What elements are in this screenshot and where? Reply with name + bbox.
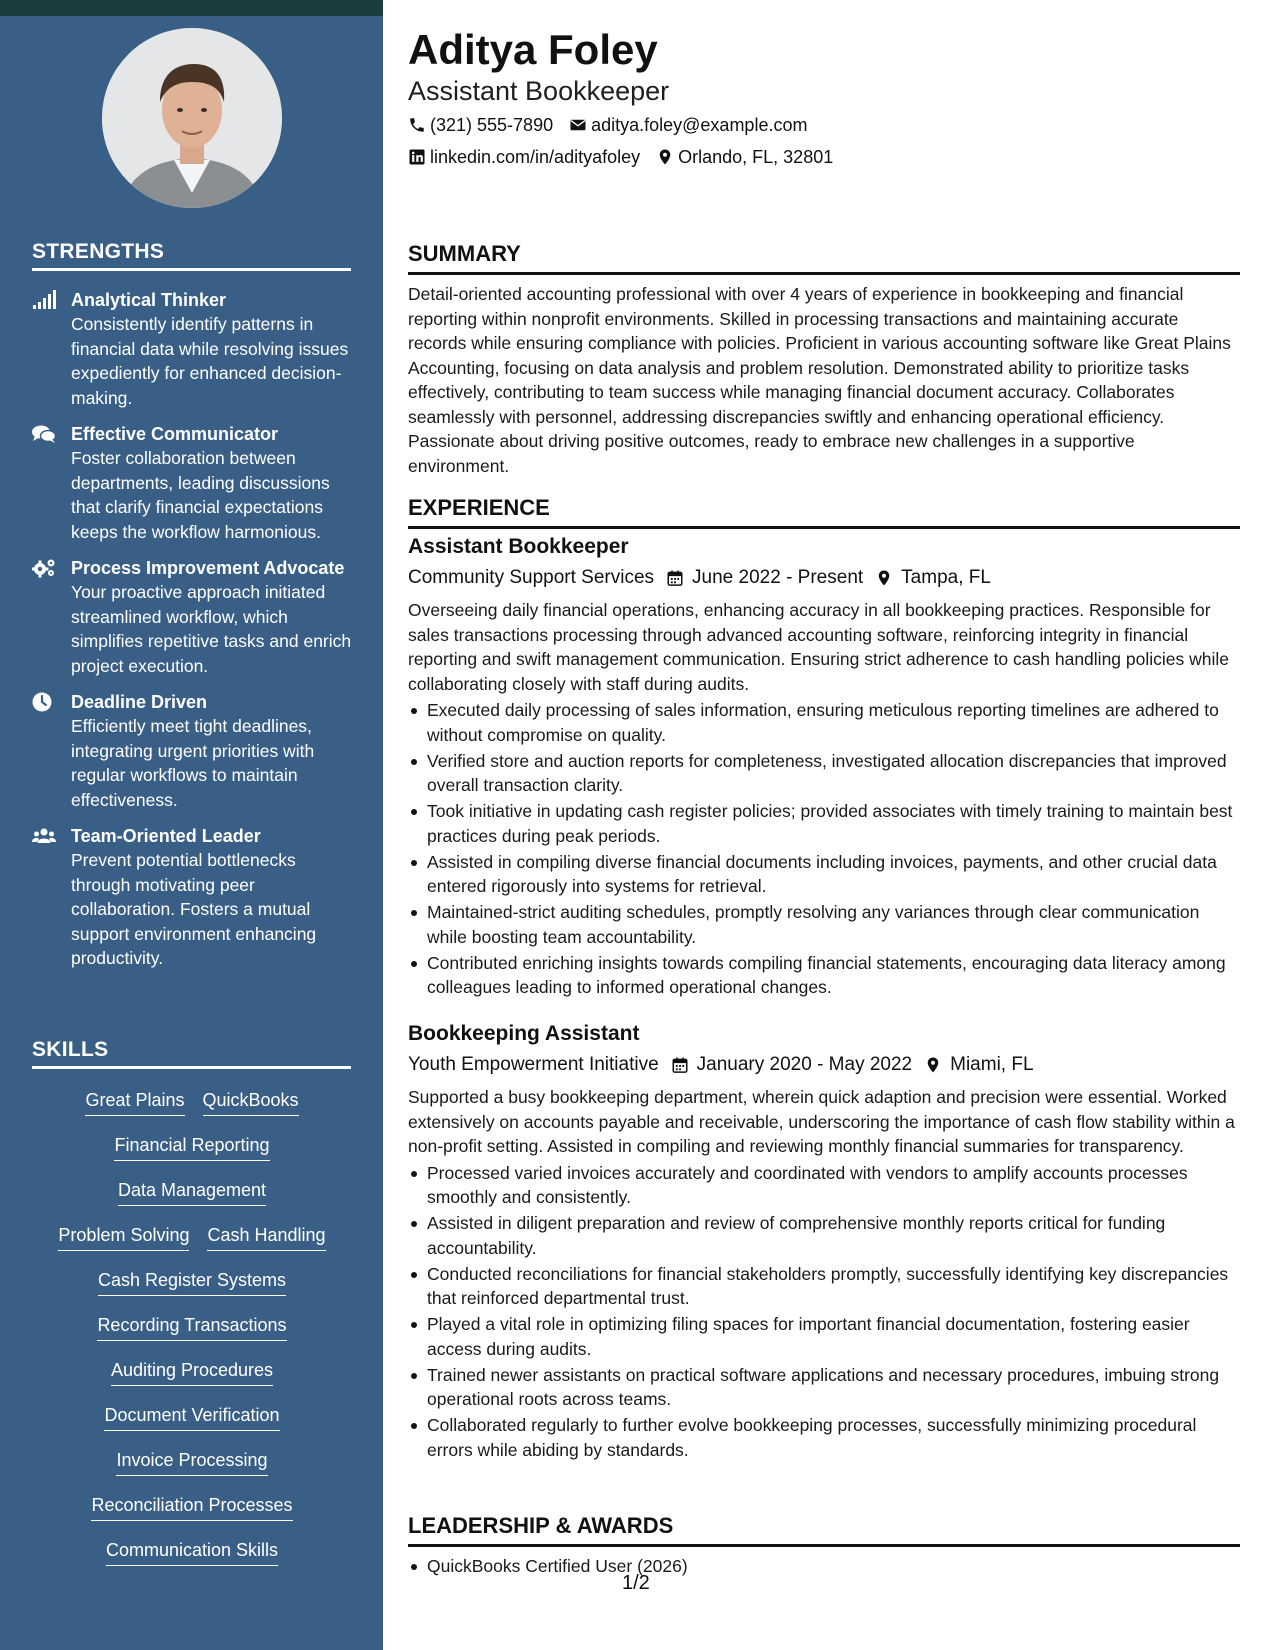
bullet-item: Maintained-strict auditing schedules, promptly resolving any variances through clear communication while boosting team accountability. [408,900,1240,949]
job-dates-text: June 2022 - Present [692,567,864,588]
skill-tag: Document Verification [104,1403,279,1431]
strength-description: Prevent potential bottlenecks through motivating peer collaboration. Fosters a mutual support environment enhancing productivity. [71,850,317,968]
skills-row [32,1493,352,1538]
page-number: 1/2 [622,1572,650,1594]
strength-title: Team-Oriented Leader [71,826,261,846]
team-icon [32,826,56,846]
skills-row [32,1178,352,1223]
envelope-icon [569,116,587,134]
bullet-item: Played a vital role in optimizing filing spaces for important financial documentation, fostering easier access during audits. [408,1312,1240,1361]
summary-heading: SUMMARY [408,240,1240,275]
location-text: Orlando, FL, 32801 [678,147,834,167]
candidate-role: Assistant Bookkeeper [408,76,670,106]
experience-heading: EXPERIENCE [408,494,1240,529]
strength-title: Process Improvement Advocate [71,558,345,578]
sidebar [0,0,383,1650]
job-title: Assistant Bookkeeper [408,535,629,558]
job-dates-text: January 2020 - May 2022 [696,1054,913,1075]
skills-row [32,1313,352,1358]
strengths-heading: STRENGTHS [32,240,351,271]
job-entry [408,533,1240,1001]
skill-tag: Invoice Processing [116,1448,267,1476]
phone-icon [408,116,426,134]
location-contact [656,145,833,169]
skills-row [32,1133,352,1178]
skills-row [32,1088,352,1133]
bullet-item: Contributed enriching insights towards compiling financial statements, encouraging data literacy among colleagues leading to informed operational changes. [408,951,1240,1000]
linkedin-icon [408,148,426,166]
skill-tag: Recording Transactions [97,1313,286,1341]
gears-icon [32,558,56,578]
skills-row [32,1448,352,1493]
company-name: Youth Empowerment Initiative [408,1054,659,1075]
leadership-heading: LEADERSHIP & AWARDS [408,1512,1240,1547]
job-description: Supported a busy bookkeeping department, wherein quick adaption and precision were essential. Worked extensively on accounts payable and receivable, underscoring the importance of cash flow stability within a non-profit setting. Assisted in compiling and reviewing monthly financial summaries for transparency. [408,1087,1235,1156]
skill-tag: Data Management [118,1178,266,1206]
skills-heading: SKILLS [32,1038,351,1069]
skill-tag: Cash Handling [207,1223,325,1251]
contact-row [408,113,807,137]
linkedin-text: linkedin.com/in/adityafoley [430,147,641,167]
email-text: aditya.foley@example.com [591,115,808,135]
clock-icon [32,692,56,712]
bar-chart-icon [32,290,56,310]
phone-text: (321) 555-7890 [430,115,554,135]
skills-row [32,1358,352,1403]
job-entry [408,1020,1240,1464]
skill-tag: Cash Register Systems [98,1268,286,1296]
bullet-item: Conducted reconciliations for financial stakeholders promptly, successfully identifying key discrepancies that reinforced departmental trust. [408,1262,1240,1311]
sidebar-top-bar [0,0,383,16]
phone-contact[interactable] [408,113,553,137]
job-bullets [408,698,1240,1000]
bullet-item: Executed daily processing of sales information, ensuring meticulous reporting timelines are adhered to without compromise on quality. [408,698,1240,747]
strength-description: Efficiently meet tight deadlines, integrating urgent priorities with regular workflows to maintain effectiveness. [71,716,315,810]
strength-description: Foster collaboration between departments, leading discussions that clarify financial expectations keeps the workflow harmonious. [71,448,330,542]
strengths-list [32,288,352,983]
bullet-item: Assisted in compiling diverse financial documents including invoices, payments, and other crucial data entered rigorously into systems for retrieval. [408,850,1240,899]
calendar-icon [671,1056,689,1074]
strength-item [32,288,352,410]
map-pin-icon [656,148,674,166]
strength-title: Deadline Driven [71,692,208,712]
job-location-text: Tampa, FL [901,567,991,588]
candidate-name: Aditya Foley [408,26,658,73]
skill-tag: Financial Reporting [114,1133,269,1161]
skills-row [32,1403,352,1448]
bullet-item: Collaborated regularly to further evolve bookkeeping processes, successfully minimizing procedural errors while abiding by standards. [408,1413,1240,1462]
bullet-item: Processed varied invoices accurately and coordinated with vendors to amplify accounts processes smoothly and consistently. [408,1161,1240,1210]
bullet-item: Assisted in diligent preparation and review of comprehensive monthly reports critical for funding accountability. [408,1211,1240,1260]
skill-tag: Reconciliation Processes [91,1493,292,1521]
job-location-text: Miami, FL [950,1054,1034,1075]
job-meta [408,563,1240,593]
calendar-icon [666,569,684,587]
job-title: Bookkeeping Assistant [408,1022,640,1045]
skill-tag: Problem Solving [58,1223,189,1251]
map-pin-icon [924,1056,942,1074]
skill-tag: Auditing Procedures [111,1358,273,1386]
strength-item [32,556,352,678]
job-location [924,1050,1033,1080]
skills-row [32,1538,352,1583]
strength-item [32,690,352,812]
summary-text: Detail-oriented accounting professional with over 4 years of experience in bookkeeping and financial reporting within nonprofit environments. Skilled in processing transactions and maintaining accurate records while ensuring compliance with policies. Proficient in various accounting software like Great Plains Accounting, focusing on data analysis and problem resolution. Demonstrated ability to prioritize tasks effectively, contributing to team success while managing financial document accuracy. Collaborates seamlessly with personnel, addressing discrepancies swiftly and enhancing operational efficiency. Passionate about driving positive outcomes, ready to embrace new challenges in a supportive environment. [408,284,1231,476]
email-contact[interactable] [569,113,807,137]
strength-description: Consistently identify patterns in financial data while resolving issues expediently for enhanced decision-making. [71,314,349,408]
job-dates [671,1050,912,1080]
job-dates [666,563,863,593]
job-description: Overseeing daily financial operations, enhancing accuracy in all bookkeeping practices. Responsible for sales transactions processing through advanced accounting software, reinforcing integrity in financial reporting and swift management communication. Ensuring strict adherence to cash handling policies while collaborating closely with staff during audits. [408,600,1229,694]
bullet-item: Took initiative in updating cash register policies; provided associates with timely training to maintain best practices during peak periods. [408,799,1240,848]
profile-photo [102,28,282,208]
strength-description: Your proactive approach initiated streamlined workflow, which simplifies repetitive tasks and enrich project execution. [71,582,352,676]
job-bullets [408,1161,1240,1463]
strength-item [32,824,352,971]
skill-tag: Great Plains [85,1088,184,1116]
skills-row [32,1223,352,1268]
map-pin-icon [875,569,893,587]
company-name: Community Support Services [408,567,655,588]
job-meta [408,1050,1240,1080]
leadership-list [408,1554,1240,1580]
bullet-item: Trained newer assistants on practical software applications and necessary procedures, imbuing strong operational roots across teams. [408,1363,1240,1412]
skills-list [32,1088,352,1583]
job-location [875,563,991,593]
skill-tag: Communication Skills [106,1538,278,1566]
strength-title: Analytical Thinker [71,290,227,310]
bullet-item: QuickBooks Certified User (2026) [408,1554,1240,1579]
contact-row [408,145,833,169]
skill-tag: QuickBooks [203,1088,299,1116]
chat-bubbles-icon [32,424,56,444]
linkedin-contact[interactable] [408,145,640,169]
strength-title: Effective Communicator [71,424,279,444]
bullet-item: Verified store and auction reports for completeness, investigated allocation discrepancies that improved overall transaction clarity. [408,749,1240,798]
skills-row [32,1268,352,1313]
strength-item [32,422,352,544]
